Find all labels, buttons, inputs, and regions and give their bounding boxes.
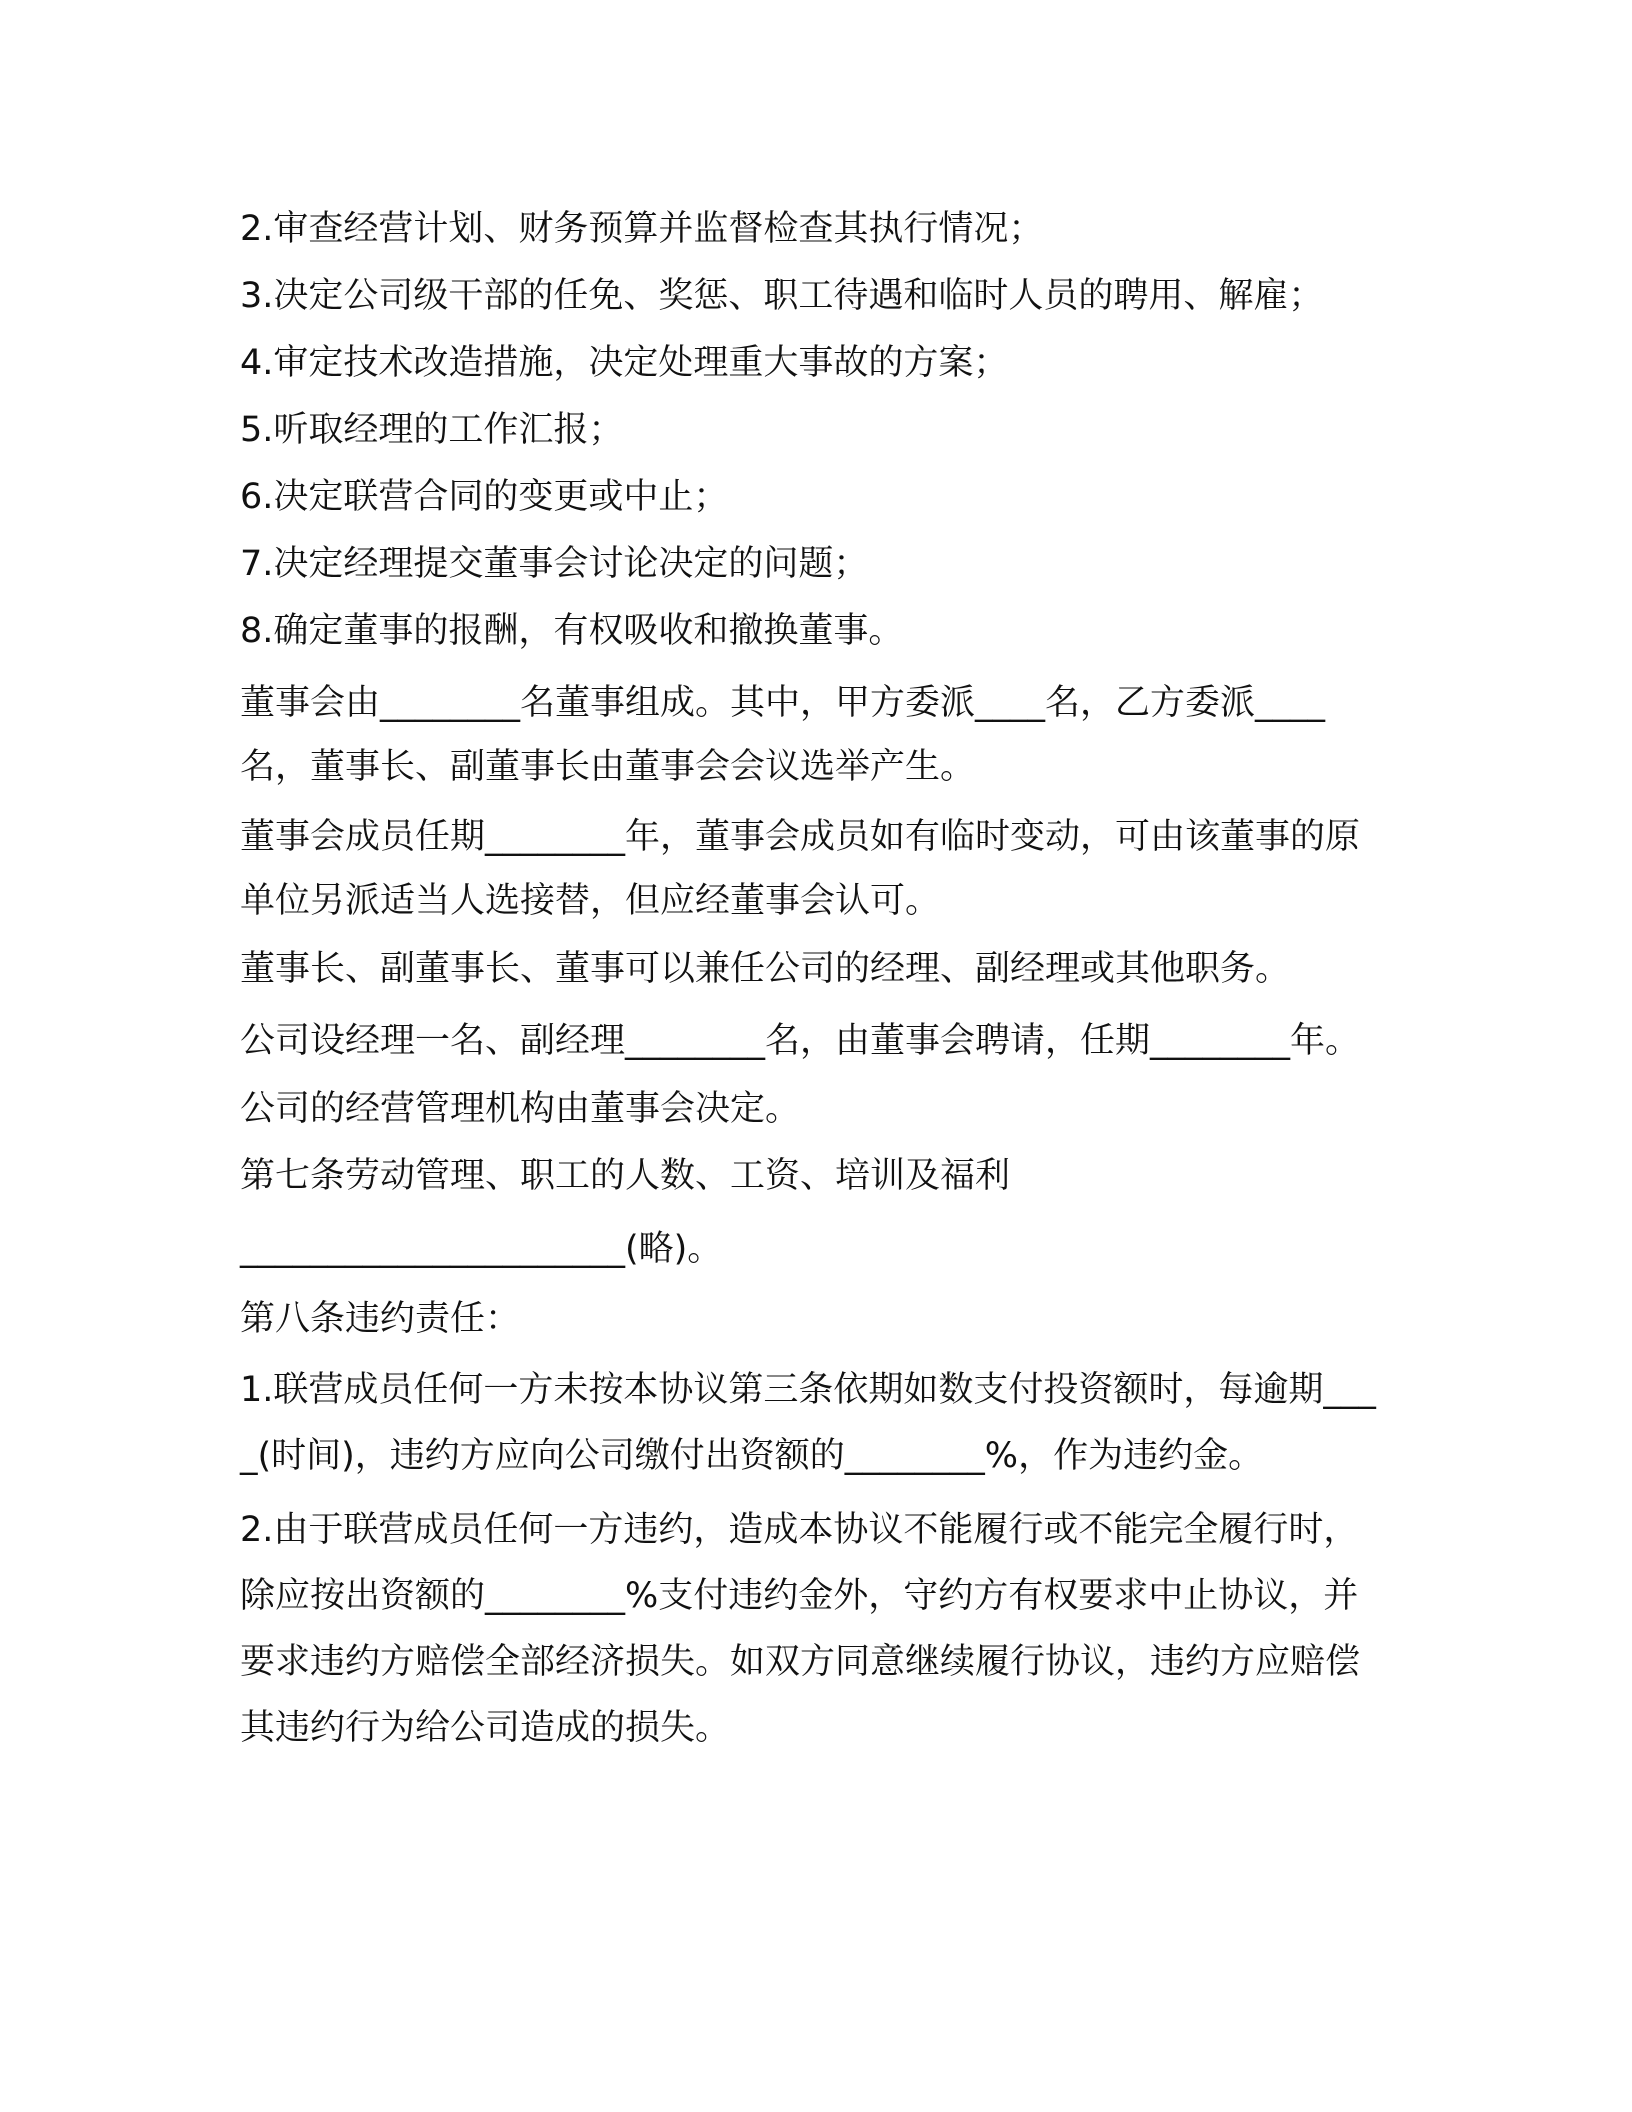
clause-item-6: 6.决定联营合同的变更或中止； — [240, 477, 729, 517]
breach-item-1: 1.联营成员任何一方未按本协议第三条依期如数支付投资额时，每逾期____(时间)，违约方应向公司缴付出资额的________%，作为违约金。 — [240, 1370, 1376, 1476]
clause-item-2: 2.审查经营计划、财务预算并监督检查其执行情况； — [240, 209, 1044, 249]
board-composition-paragraph: 董事会由________名董事组成。其中，甲方委派____名，乙方委派____名，董事长、副董事长由董事会会议选举产生。 — [240, 683, 1326, 787]
document-body — [240, 196, 1390, 1761]
clause-item-5: 5.听取经理的工作汇报； — [240, 410, 624, 450]
manager-appointment-paragraph: 公司设经理一名、副经理________名，由董事会聘请，任期________年。 — [240, 1021, 1361, 1061]
clause-item-7: 7.决定经理提交董事会讨论决定的问题； — [240, 544, 869, 584]
clause-item-3: 3.决定公司级干部的任免、奖惩、职工待遇和临时人员的聘用、解雇； — [240, 276, 1324, 316]
article-7-heading: 第七条劳动管理、职工的人数、工资、培训及福利 — [240, 1156, 1011, 1196]
clause-item-4: 4.审定技术改造措施，决定处理重大事故的方案； — [240, 343, 1009, 383]
management-structure-paragraph: 公司的经营管理机构由董事会决定。 — [240, 1089, 801, 1129]
article-8-heading: 第八条违约责任： — [240, 1299, 521, 1339]
clause-item-8: 8.确定董事的报酬，有权吸收和撤换董事。 — [240, 611, 904, 651]
board-term-paragraph: 董事会成员任期________年，董事会成员如有临时变动，可由该董事的原单位另派适当人选接替，但应经董事会认可。 — [240, 817, 1361, 921]
article-7-blank: ______________________(略)。 — [240, 1229, 723, 1269]
board-concurrent-roles-paragraph: 董事长、副董事长、董事可以兼任公司的经理、副经理或其他职务。 — [240, 949, 1291, 989]
breach-item-2: 2.由于联营成员任何一方违约，造成本协议不能履行或不能完全履行时，除应按出资额的________%支付违约金外，守约方有权要求中止协议，并要求违约方赔偿全部经济损失。如双方同意继续履行协议，违约方应赔偿其违约行为给公司造成的损失。 — [240, 1510, 1361, 1748]
